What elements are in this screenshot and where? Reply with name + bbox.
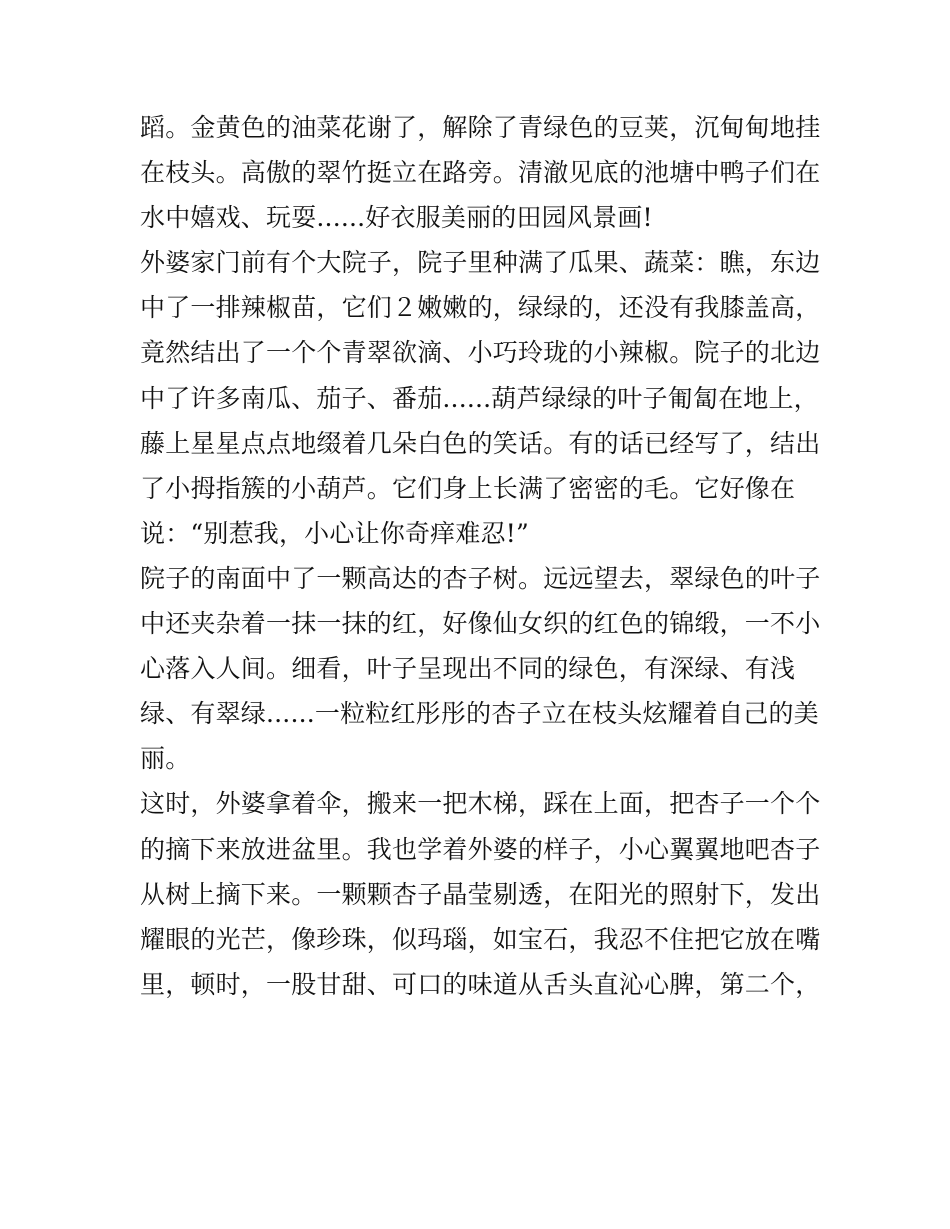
body-text xyxy=(140,105,830,1007)
text-line: 心落入人间。细看，叶子呈现出不同的绿色，有深绿、有浅 xyxy=(140,654,796,684)
text-line: 在枝头。高傲的翠竹挺立在路旁。清澈见底的池塘中鸭子们在 xyxy=(140,158,821,188)
text-line: 水中嬉戏、玩耍......好衣服美丽的田园风景画! xyxy=(140,203,653,233)
text-line: 中了一排辣椒苗，它们２嫩嫩的，绿绿的，还没有我膝盖高， xyxy=(140,293,821,323)
text-line: 的摘下来放进盆里。我也学着外婆的样子，小心翼翼地吧杏子 xyxy=(140,834,821,864)
text-line: 竟然结出了一个个青翠欲滴、小巧玲珑的小辣椒。院子的北边 xyxy=(140,338,821,368)
text-line: 里，顿时，一股甘甜、可口的味道从舌头直沁心脾，第二个， xyxy=(140,969,821,999)
text-line: 了小拇指簇的小葫芦。它们身上长满了密密的毛。它好像在 xyxy=(140,473,796,503)
text-line: 藤上星星点点地缀着几朵白色的笑话。有的话已经写了，结出 xyxy=(140,428,821,458)
text-line: 蹈。金黄色的油菜花谢了，解除了青绿色的豆荚，沉甸甸地挂 xyxy=(140,113,821,142)
text-line: 说：“别惹我，小心让你奇痒难忍!” xyxy=(140,518,530,548)
text-line: 院子的南面中了一颗高达的杏子树。远远望去，翠绿色的叶子 xyxy=(140,563,821,593)
text-line: 这时，外婆拿着伞，搬来一把木梯，踩在上面，把杏子一个个 xyxy=(140,789,821,819)
text-line: 中还夹杂着一抹一抹的红，好像仙女织的红色的锦缎，一不小 xyxy=(140,609,821,639)
text-line: 绿、有翠绿......一粒粒红彤彤的杏子立在枝头炫耀着自己的美 xyxy=(140,699,819,729)
text-line: 从树上摘下来。一颗颗杏子晶莹剔透，在阳光的照射下，发出 xyxy=(140,879,821,909)
text-line: 丽。 xyxy=(140,744,191,774)
text-line: 外婆家门前有个大院子，院子里种满了瓜果、蔬菜：瞧，东边 xyxy=(140,248,821,278)
text-line: 中了许多南瓜、茄子、番茄......葫芦绿绿的叶子匍匐在地上， xyxy=(140,383,819,413)
text-line: 耀眼的光芒，像珍珠，似玛瑙，如宝石，我忍不住把它放在嘴 xyxy=(140,924,821,954)
